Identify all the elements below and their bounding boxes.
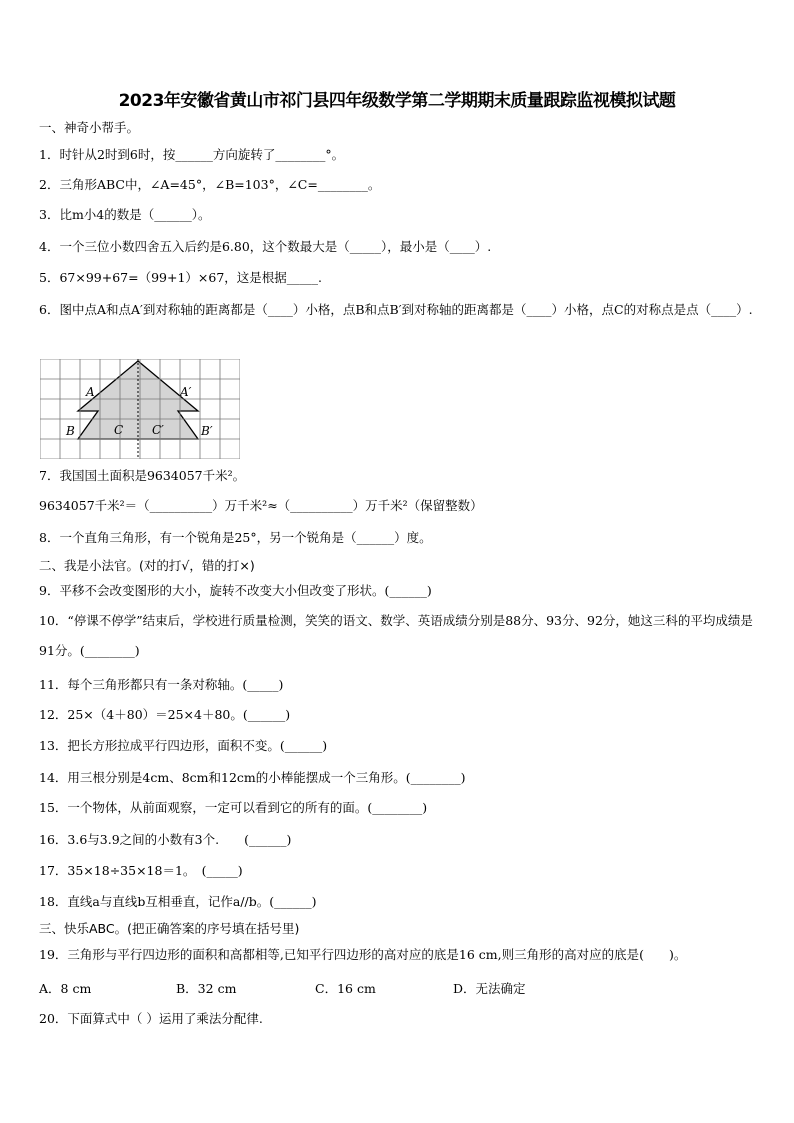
label-B: B: [66, 424, 75, 438]
question-11: 11．每个三角形都只有一条对称轴。(_____): [39, 677, 284, 692]
question-20: 20．下面算式中（ ）运用了乘法分配律.: [39, 1011, 263, 1026]
symmetry-figure: [40, 359, 240, 459]
question-19: 19．三角形与平行四边形的面积和高都相等,已知平行四边形的高对应的底是16 cm,则三角形的高对应的底是( )。: [39, 947, 687, 962]
question-3: 3．比m小4的数是（______）。: [39, 207, 211, 222]
question-7-conversion: 9634057千米²＝（__________）万千米²≈（__________）万千米²（保留整数）: [39, 498, 483, 513]
question-2: 2．三角形ABC中，∠A=45°，∠B=103°，∠C=________。: [39, 177, 381, 192]
label-A-prime: A′: [180, 385, 192, 399]
section-heading-1: 一、神奇小帮手。: [39, 120, 140, 135]
section-heading-2: 二、我是小法官。(对的打√，错的打×): [39, 558, 255, 573]
question-10: 10．“停课不停学”结束后，学校进行质量检测，笑笑的语文、数学、英语成绩分别是88分、93分、92分，她这三科的平均成绩是91分。(________): [39, 613, 753, 658]
label-B-prime: B′: [201, 424, 213, 438]
question-6: 6．图中点A和点A′到对称轴的距离都是（____）小格，点B和点B′到对称轴的距离都是（____）小格，点C的对称点是点（____）.: [39, 302, 753, 317]
question-14: 14．用三根分别是4cm、8cm和12cm的小棒能摆成一个三角形。(________): [39, 770, 466, 785]
label-C-prime: C′: [152, 423, 164, 437]
option-d: D．无法确定: [453, 981, 526, 996]
question-12: 12．25×（4＋80）＝25×4＋80。(______): [39, 707, 291, 722]
question-18: 18．直线a与直线b互相垂直，记作a//b。(______): [39, 894, 317, 909]
question-4: 4．一个三位小数四舍五入后约是6.80，这个数最大是（_____），最小是（____）.: [39, 239, 492, 254]
question-17: 17．35×18÷35×18＝1。 (_____): [39, 863, 243, 878]
question-16: 16．3.6与3.9之间的小数有3个. (______): [39, 832, 292, 847]
option-c: C．16 cm: [315, 981, 376, 996]
label-C: C: [114, 423, 124, 437]
question-8: 8．一个直角三角形，有一个锐角是25°，另一个锐角是（______）度。: [39, 530, 432, 545]
page-title: 2023年安徽省黄山市祁门县四年级数学第二学期期末质量跟踪监视模拟试题: [118, 91, 676, 111]
question-5: 5．67×99+67=（99+1）×67，这是根据_____.: [39, 270, 323, 285]
option-a: A．8 cm: [39, 981, 92, 996]
label-A: A: [86, 385, 95, 399]
option-b: B．32 cm: [176, 981, 237, 996]
question-9: 9．平移不会改变图形的大小，旋转不改变大小但改变了形状。(______): [39, 583, 432, 598]
question-13: 13．把长方形拉成平行四边形，面积不变。(______): [39, 738, 328, 753]
grid-lines: [40, 359, 240, 459]
question-15: 15．一个物体，从前面观察，一定可以看到它的所有的面。(________): [39, 800, 428, 815]
section-heading-3: 三、快乐ABC。(把正确答案的序号填在括号里): [39, 921, 300, 936]
question-1: 1．时针从2时到6时，按______方向旋转了________°。: [39, 147, 345, 162]
question-7: 7．我国国土面积是9634057千米²。: [39, 468, 246, 483]
